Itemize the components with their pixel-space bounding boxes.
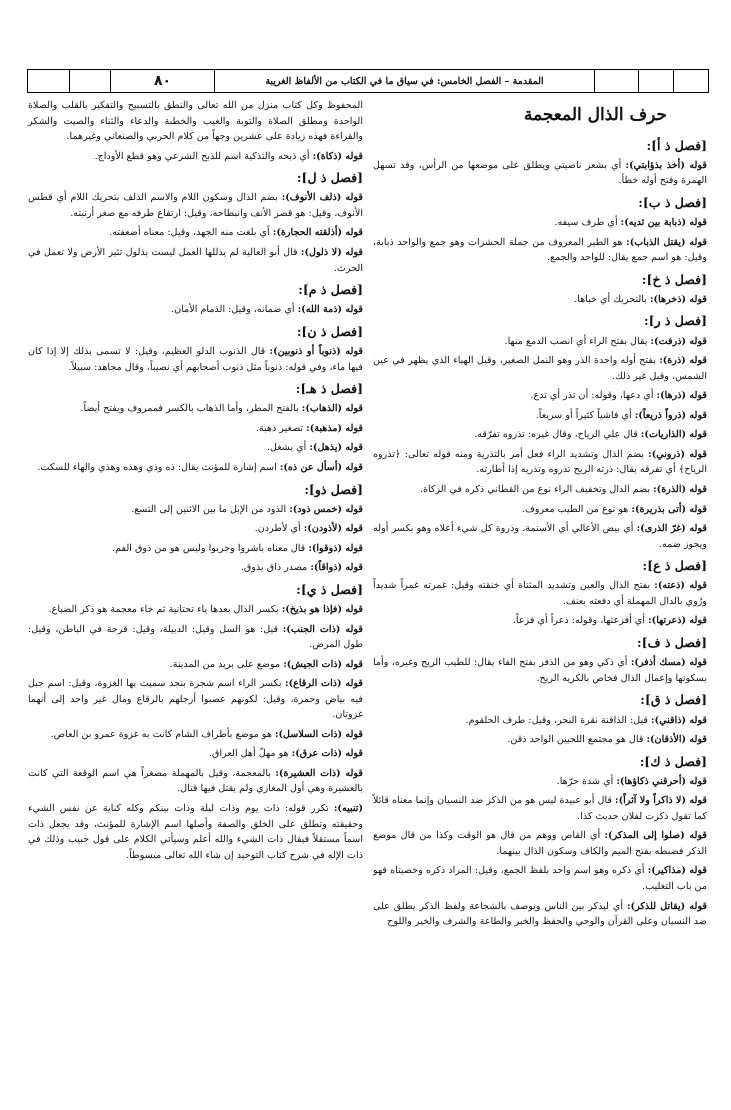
entry-text: مصدر ذاق يذوق. [240,562,311,574]
section-heading: [فصل ذ ف]: [637,634,707,650]
entry-text: تصغير ذهبة. [255,422,307,434]
entry-text: أي طرف سيفه. [554,217,621,229]
entry-lemma: قوله (أذلقته الحجارة): [272,227,363,239]
entry-text: بالتحريك أي خباها. [574,293,650,305]
entry-text: بفتح أوله واحدة الذر وهو النمل الصغير، وقيل الهباء الذي يظهر في عين الشمس، وقيل غير ذلك. [373,355,707,382]
entry-paragraph [373,521,707,552]
entry-lemma: قوله (أخذ بذؤابتي): [625,159,708,171]
entry-paragraph [28,149,363,165]
entry-lemma: قوله (ذات الجنب): [282,623,363,635]
entry-lemma: قوله (الأذقان): [646,734,707,746]
section-heading: [فصل ذ هـ]: [295,381,363,397]
entry-text: بضم الذال وتخفيف الراء نوع من القطاني ذكره في الزكاة. [419,483,654,495]
entry-paragraph [373,215,707,231]
entry-lemma: قوله (ذرواً ذريعاً): [634,409,707,421]
entry-lemma: قوله (ذواقاً): [310,562,363,574]
entry-text: هو الطير المعروف من جملة الحشرات وهو جمع والواحد ذبابة، وقيل: هو اسم جمع يقال: للواحد والجمع. [373,236,707,264]
entry-lemma: قوله (الذهاب): [301,403,363,415]
entry-text: بكسر الذال بعدها ياء تحتانية ثم خاء معجمة هو ذكر الضباع. [48,604,282,616]
entry-text: اسم إشارة للمؤنث يقال: ذه وذي وهذه وهذي والهاء للسكت. [37,461,280,473]
entry-paragraph [373,713,707,729]
entry-text: قال الذنوب الدلو العظيم، وقيل: لا تسمى بذلك إلا إذا كان فيها ماء، وفي قوله: ذنوباً مثل ذنوب أصحابهم أي نصيباً، وقال مجاهد: سبيلاً. [28,346,363,373]
entry-lemma: قوله (ذات عرق): [291,748,363,760]
entry-lemma: قوله (ذات الرقاع): [285,678,363,690]
entry-lemma: قوله (ذرة): [659,355,707,367]
entry-paragraph [28,801,363,863]
entry-text: قال معناه باشروا وجربوا وليس هو من ذوق الفم. [112,542,309,554]
entry-lemma: قوله (صلوا إلى المذكر): [604,830,707,842]
entry-lemma: قوله (لا ذلول): [300,246,363,258]
entry-text: أي يشغل. [266,442,310,454]
chapter-title: حرف الذال المعجمة [523,105,667,125]
entry-paragraph [373,408,707,424]
entry-paragraph [28,746,363,762]
entry-text: يقال بفتح الراء أي انصب الدمع منها. [504,335,651,347]
entry-text: أي ذكي وهو من الذفر بفتح الفاء يقال: للطيب الريح وغيره، وأما بسكونها وإعمال الذال فخاص بالكريه الريح. [373,657,707,684]
entry-text: بضم الذال وتشديد الراء فعل أمر بالتذرية ومنه قوله تعالى: ﴿تذروه الرياح﴾ أي تفرقه يقال: ذرته الريح تذروه وتذريه إذا أطارته. [373,448,707,476]
entry-paragraph [373,863,707,894]
header-cell-empty [28,70,70,92]
entry-text: أي القاص ووهم من قال هو الوقت وكذا من قال موضع الذكر فضبطه بفتح الميم والكاف وسكون الذال بينهما. [373,830,707,857]
entry-paragraph [28,460,363,476]
entry-lemma: قوله (يذهل): [309,442,363,454]
entry-paragraph [28,657,363,673]
running-title: المقدمة – الفصل الخامس: في سياق ما في الكتاب من الألفاظ الغريبة [265,75,544,87]
entry-text: قال أبو عبيدة ليس هو من الذكر ضد النسيان وإنما معناه قائلاً كما تقول ذكرت لفلان حديث كذا. [373,795,707,822]
entry-text: أي ليذكر بين الناس ويوصف بالشجاعة ولفظ الذكر يطلق على ضد النسيان وعلى القرآن والوحي والحفظ والخبر والطاعة والشرف والخير واللوح [373,900,707,928]
section-heading: [فصل ذ ع]: [642,558,707,574]
entry-text: هو مهلّ أهل العراق. [208,748,292,760]
entry-text: أي شدة حرّها. [556,775,617,787]
entry-lemma: قوله (ذخرها): [649,293,707,305]
entry-lemma: قوله (لا ذاكراً ولا آثراً): [615,795,707,807]
entry-paragraph [28,190,363,221]
entry-text: أي ذبحه والتذكية اسم للذبح الشرعي وهو قطع الأوداج. [94,150,313,162]
entry-lemma: قوله (ذات العشيرة): [275,767,363,779]
entry-lemma: قوله (ذعرتها): [648,615,707,627]
entry-text: أي أفزعتها، وقوله: ذعراً أي فزعاً. [512,615,649,627]
entry-paragraph [28,440,363,456]
entry-paragraph [28,766,363,797]
entry-text: الذود من الإبل ما بين الاثنين إلى التسع. [131,503,290,515]
entry-paragraph [373,292,707,308]
entry-text: قال علي الرياح، وقال غيره: تذروه تفرّقه. [474,429,641,441]
entry-lemma: قوله (مذاكير): [647,865,707,877]
section-heading: [فصل ذ خ]: [641,271,707,287]
entry-paragraph [28,245,363,276]
entry-lemma: قوله (ذاقني): [651,714,707,726]
section-heading: [فصل ذو]: [304,481,363,497]
entry-lemma: قوله (ذنوباً أو ذنوبين): [269,346,363,358]
entry-paragraph [28,225,363,241]
entry-paragraph [373,158,707,189]
entry-lemma: قوله (ذمة الله): [297,304,363,316]
entry-lemma: قوله (ذروني): [648,448,707,460]
section-heading: [فصل ذ أ]: [646,137,707,153]
running-title-cell [215,70,595,92]
section-heading: [فصل ذ ن]: [296,323,363,339]
entry-text: أي ذكره وهو اسم واحد بلفظ الجمع، وقيل: المراد ذكره وخصيتاه فهو من باب التغليب. [373,865,707,892]
entry-text: أي دعها، وقوله: أن تذر أي تدع. [530,390,657,402]
entry-paragraph [373,502,707,518]
page-number-cell [111,70,215,92]
entry-paragraph [28,602,363,618]
entry-paragraph [373,899,707,930]
entry-lemma: قوله (ذات الجيش): [283,658,363,670]
header-cell-empty [639,70,674,92]
entry-text: قيل: هو السل وقيل: الدبيلة، وقيل: قرحة في الباطن، وقيل: طول المرض. [28,623,363,651]
entry-paragraph [28,302,363,318]
entry-paragraph [28,541,363,557]
entry-paragraph [373,828,707,859]
entry-paragraph [373,613,707,629]
right-column [373,98,707,934]
entry-lemma: قوله (مذهبة): [306,422,363,434]
entry-text: قيل: الذاقنة نقرة النحر، وقيل: طرف الحلقوم. [465,714,652,726]
entry-lemma: قوله (ذرفت): [650,335,707,347]
entry-text: هو نوع من الطيب معروف. [521,503,632,515]
entry-text: بكسر الراء اسم شجرة بنجد سميت بها الغزوة، وقيل: اسم جبل فيه بياض وحمرة، وقيل: لكونهم عصبوا أرجلهم بالرقاع ومال غير واحد إلى أنهما غزوتان. [28,678,363,721]
entry-text: قال أبو العالية لم يذللها العمل ليست بذلول تثير الأرض ولا تعمل في الحرث. [28,246,363,274]
entry-text: قال هو مجتمع اللحيين الواحد ذقن. [507,734,647,746]
entry-paragraph [373,235,707,266]
entry-lemma: قوله (ذات السلاسل): [274,728,363,740]
entry-lemma: قوله (يقتل الذباب): [626,236,707,248]
entry-lemma: قوله (ذكاة): [312,150,363,162]
entry-lemma: قوله (الذاريات): [640,429,707,441]
entry-lemma: قوله (خمس ذود): [289,503,363,515]
page-number: ٨٠ [153,73,172,89]
entry-paragraph [28,622,363,653]
entry-lemma: قوله (أسأل عن ذه): [279,461,363,473]
running-header [27,69,709,93]
entry-paragraph [373,655,707,686]
section-heading: [فصل ذ ب]: [638,194,707,210]
entry-lemma: قوله (لأذودن): [303,523,363,535]
section-heading: [فصل ذ ق]: [640,692,707,708]
entry-lemma: قوله (ذوقوا): [308,542,363,554]
entry-paragraph [28,676,363,723]
header-cell-empty [70,70,111,92]
entry-lemma: قوله (مسك أذفر): [630,657,708,669]
entry-paragraph [373,774,707,790]
section-heading: [فصل ذ ي]: [296,581,363,597]
entry-text: المحفوظ وكل كتاب منزل من الله تعالى والنطق بالتسبيح والتفكير بالقلب والصلاة الواحدة ومطلق الصلاة والتوبة والغيب والخطبة والدعاء والثناء والصيت والشكر والقراءة فهذه زيادة على عشرين وجهاً من كلام الحربي والصنعاني وغيرهما. [28,100,363,143]
section-heading: [فصل ذ ك]: [639,753,707,769]
entry-text: بالفتح المطر، وأما الذهاب بالكسر فممروف ويفتح أيضاً. [80,403,302,415]
entry-lemma: قوله (ذبابة بين ثديه): [620,217,707,229]
entry-paragraph [373,732,707,748]
section-heading: [فصل ذ ل]: [296,170,363,186]
entry-text: بضم الذال وسكون اللام والاسم الذلف بتحريك اللام أي قطس الأنوف، وقيل: هو قصر الأنف وانبطاحه، وقيل: ارتفاع طرفه مع صغر أرنبته. [28,192,363,219]
entry-text: موضع على بريد من المدينة. [169,658,284,670]
entry-paragraph [28,727,363,743]
entry-paragraph [28,98,363,145]
entry-lemma: (تنبيه): [333,802,363,814]
entry-paragraph [373,334,707,350]
entry-text: أي بلغت منه الجهد، وقيل: معناه أضعفته. [109,227,273,239]
entry-lemma: قوله (ذعته): [654,580,707,592]
entry-paragraph [373,353,707,384]
entry-paragraph [28,344,363,375]
entry-text: أي لأطردن. [254,523,304,535]
entry-paragraph [373,388,707,404]
header-cell-empty [674,70,708,92]
header-cell-empty [595,70,639,92]
entry-paragraph [373,447,707,478]
entry-text: بالمعجمة، وقيل بالمهملة مصغراً هي اسم الوقعة التي كانت بالعشيرة وهي أول المغازي ولم يقتل فيها قتال. [28,767,363,795]
section-heading: [فصل ذ م]: [298,282,363,298]
entry-lemma: قوله (أحرقني ذكاؤها): [616,775,707,787]
entry-paragraph [373,793,707,824]
left-column [28,98,363,867]
entry-text: أي ضمانه، وقيل: الذمام الأمان. [171,304,298,316]
entry-lemma: قوله (فإذا هو بذيخ): [281,604,363,616]
entry-text: أي بشعر ناصيتي ويطلق على موضعها من الرأس، وقد تسهل الهمزة وفتح أوله خطأ. [373,159,707,187]
entry-paragraph [28,502,363,518]
entry-paragraph [28,521,363,537]
section-heading: [فصل ذ ر]: [643,313,707,329]
entry-lemma: قوله (ذرها): [656,390,707,402]
entry-text: أي فاشياً كثيراً أو سريعاً. [535,409,635,421]
entry-paragraph [28,560,363,576]
entry-paragraph [28,401,363,417]
entry-text: تكرر قوله: ذات يوم وذات ليلة وذات بينكم وكله كناية عن نفس الشيء وحقيقته وتطلق على الخلق والصفة وأصلها اسم الإشارة للمؤنث، وقد يجعل ذات اسماً مستقلاً فيقال ذات الشيء والله أعلم وسيأتي الكلام على قول خبيب وذلك في ذات الإله في شرح كتاب التوحيد إن شاء الله تعالى مبسوطاً. [28,802,363,861]
entry-paragraph [373,578,707,609]
entry-paragraph [373,427,707,443]
entry-text: بفتح الذال والعين وتشديد المثناة أي خنقته وقيل: غمرته غمراً شديداً ورُوي بالدال المهملة أي دفعته بعنف. [373,580,707,607]
entry-paragraph [28,421,363,437]
entry-text: أي بيض الأعالي أي الأسنمة، وذروة كل شيء أعلاه وهو بكسر أوله ويجوز ضمه. [373,523,707,550]
entry-paragraph [373,482,707,498]
entry-lemma: قوله (أتى بذريرة): [631,503,707,515]
entry-text: هو موضع بأطراف الشام كانت به غزوة عمرو بن العاص. [50,728,275,740]
entry-lemma: قوله (غرّ الذرى): [636,523,707,535]
entry-lemma: قوله (يقاتل للذكر): [626,900,707,912]
entry-lemma: قوله (الذرة): [653,483,707,495]
entry-lemma: قوله (ذلف الأنوف): [281,192,363,204]
